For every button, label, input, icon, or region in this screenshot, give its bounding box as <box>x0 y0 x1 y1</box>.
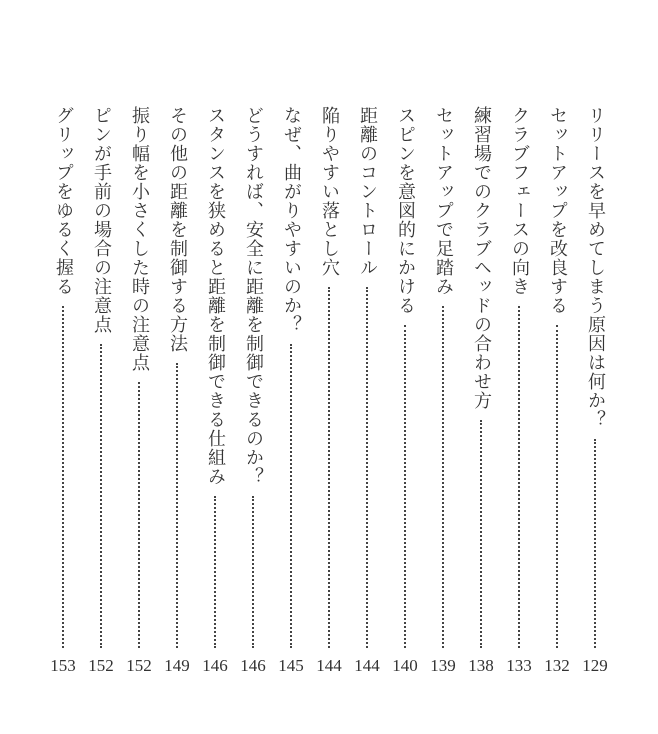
toc-entry-title: ピンが手前の場合の注意点 <box>91 106 112 334</box>
toc-entry-page-number: 144 <box>316 656 342 675</box>
toc-entry-page-number: 133 <box>506 656 532 675</box>
toc-leader-dots <box>290 344 292 648</box>
toc-entry-title: 振り幅を小さくした時の注意点 <box>129 106 150 372</box>
toc-entry-page-number: 146 <box>240 656 266 675</box>
toc-entry-page-number: 132 <box>544 656 570 675</box>
toc-entry <box>466 106 496 676</box>
toc-entry <box>352 106 382 676</box>
toc-entry-page-number: 153 <box>50 656 76 675</box>
toc-leader-dots <box>328 287 330 648</box>
toc-entry <box>390 106 420 676</box>
toc-leader-dots <box>214 496 216 648</box>
toc-entry-title: スピンを意図的にかける <box>395 106 416 315</box>
toc-entry-title: クラブフェースの向き <box>509 106 530 296</box>
toc-entry-title: セットアップを改良する <box>547 106 568 315</box>
toc-leader-dots <box>366 287 368 648</box>
toc-entry-title: セットアップで足踏み <box>433 106 454 296</box>
toc-entry-page-number: 152 <box>126 656 152 675</box>
toc-entry-title: スタンスを狭めると距離を制御できる仕組み <box>205 106 226 486</box>
toc-entry-title: どうすれば、安全に距離を制御できるのか？ <box>243 106 264 486</box>
toc-entry <box>428 106 458 676</box>
toc-entry <box>124 106 154 676</box>
toc-entry-page-number: 152 <box>88 656 114 675</box>
toc-entry <box>238 106 268 676</box>
toc-leader-dots <box>100 344 102 648</box>
toc-entry <box>86 106 116 676</box>
toc-leader-dots <box>518 306 520 648</box>
toc-entry-title: 距離のコントロール <box>357 106 378 277</box>
toc-entry <box>276 106 306 676</box>
toc-leader-dots <box>442 306 444 648</box>
toc-leader-dots <box>594 439 596 648</box>
toc-leader-dots <box>480 420 482 648</box>
toc-leader-dots <box>62 306 64 648</box>
toc-entry-page-number: 146 <box>202 656 228 675</box>
toc-entry <box>580 106 610 676</box>
toc-leader-dots <box>252 496 254 648</box>
toc-entry-page-number: 129 <box>582 656 608 675</box>
toc-entry <box>314 106 344 676</box>
toc-entry <box>200 106 230 676</box>
toc-entry <box>504 106 534 676</box>
toc-entry-title: その他の距離を制御する方法 <box>167 106 188 353</box>
toc-entry-title: グリップをゆるく握る <box>53 106 74 296</box>
toc-entry-title: なぜ、曲がりやすいのか？ <box>281 106 302 334</box>
toc-leader-dots <box>138 382 140 648</box>
toc-leader-dots <box>404 325 406 648</box>
toc-entry-page-number: 145 <box>278 656 304 675</box>
toc-entry-page-number: 138 <box>468 656 494 675</box>
toc-leader-dots <box>556 325 558 648</box>
toc-entry-title: 練習場でのクラブヘッドの合わせ方 <box>471 106 492 410</box>
toc-entry-title: 陥りやすい落とし穴 <box>319 106 340 277</box>
toc-entry-title: リリースを早めてしまう原因は何か？ <box>585 106 606 429</box>
toc-entry-page-number: 144 <box>354 656 380 675</box>
toc-entry <box>162 106 192 676</box>
toc-leader-dots <box>176 363 178 648</box>
toc-entry-page-number: 139 <box>430 656 456 675</box>
toc-entry <box>48 106 78 676</box>
toc-entry <box>542 106 572 676</box>
toc-entry-page-number: 140 <box>392 656 418 675</box>
toc-entry-page-number: 149 <box>164 656 190 675</box>
